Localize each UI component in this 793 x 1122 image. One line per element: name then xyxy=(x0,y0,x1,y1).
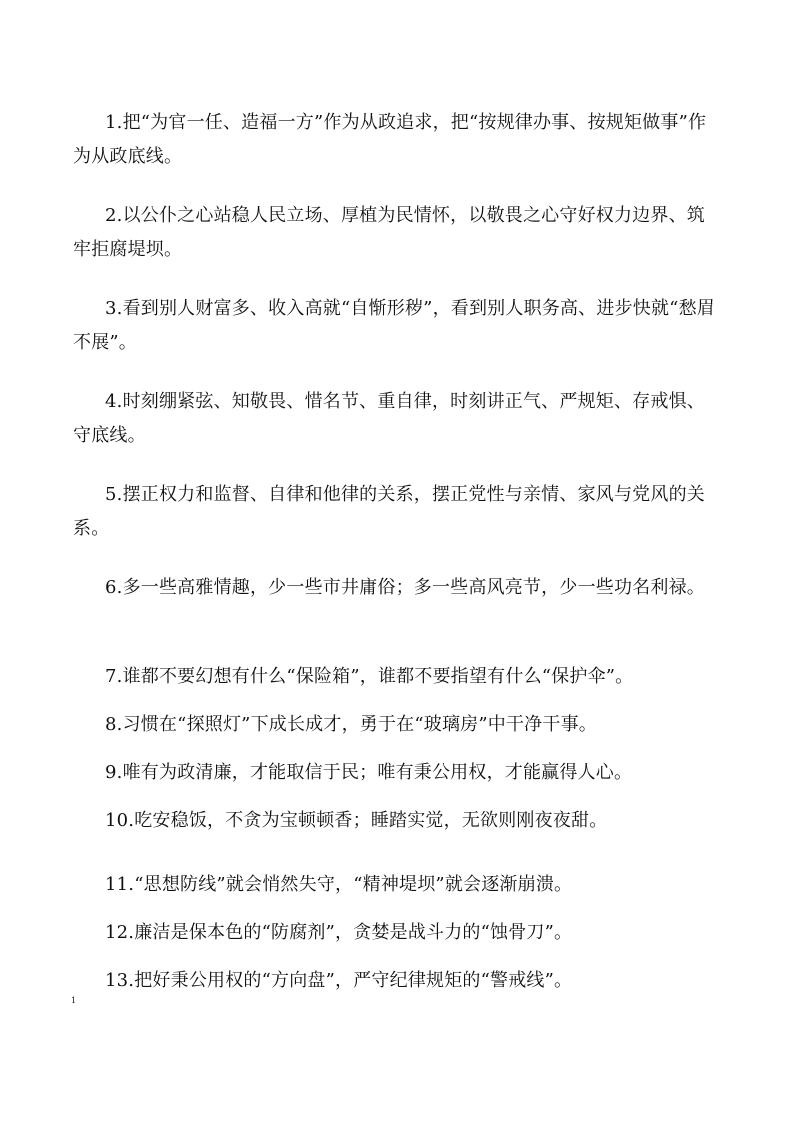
paragraph-1: 1.把“为官一任、造福一方”作为从政追求，把“按规律办事、按规矩做事”作为从政底线。 xyxy=(73,112,707,167)
paragraph-6: 6.多一些高雅情趣，少一些市井庸俗；多一些高风亮节，少一些功名利禄。 xyxy=(105,577,705,598)
page-number: 1 xyxy=(71,996,77,1005)
paragraph-12: 12.廉洁是保本色的“防腐剂”，贪婪是战斗力的“蚀骨刀”。 xyxy=(105,922,573,943)
paragraph-3: 3.看到别人财富多、收入高就“自惭形秽”，看到别人职务高、进步快就“愁眉不展”。 xyxy=(73,298,715,353)
paragraph-7: 7.谁都不要幻想有什么“保险箱”，谁都不要指望有什么“保护伞”。 xyxy=(105,666,634,687)
paragraph-13: 13.把好秉公用权的“方向盘”，严守纪律规矩的“警戒线”。 xyxy=(105,970,573,991)
paragraph-10: 10.吃安稳饭，不贪为宝顿顿香；睡踏实觉，无欲则刚夜夜甜。 xyxy=(105,810,608,831)
paragraph-5: 5.摆正权力和监督、自律和他律的关系，摆正党性与亲情、家风与党风的关系。 xyxy=(73,484,705,539)
paragraph-8: 8.习惯在“探照灯”下成长成才，勇于在“玻璃房”中干净干事。 xyxy=(105,714,597,735)
paragraph-4: 4.时刻绷紧弦、知敬畏、惜名节、重自律，时刻讲正气、严规矩、存戒惧、守底线。 xyxy=(73,391,705,446)
paragraph-9: 9.唯有为政清廉，才能取信于民；唯有秉公用权，才能赢得人心。 xyxy=(105,762,633,783)
paragraph-11: 11.“思想防线”就会悄然失守，“精神堤坝”就会逐渐崩溃。 xyxy=(105,874,573,895)
paragraph-2: 2.以公仆之心站稳人民立场、厚植为民情怀，以敬畏之心守好权力边界、筑牢拒腐堤坝。 xyxy=(73,205,705,260)
